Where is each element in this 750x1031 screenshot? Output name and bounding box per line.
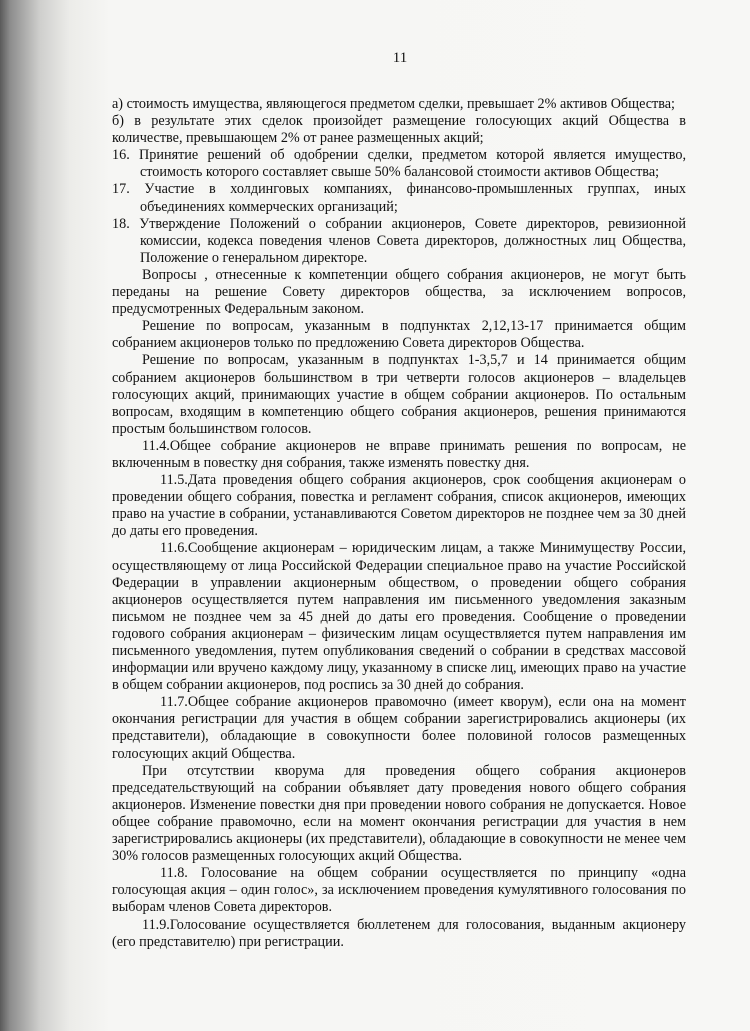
paragraph-decision-1: Решение по вопросам, указанным в подпунктах 2,12,13-17 принимается общим собранием акционеров только по предложению Совета директоров Общества.: [112, 318, 686, 352]
paragraph-11-8: 11.8. Голосование на общем собрании осуществляется по принципу «одна голосующая акция – один голос», за исключением проведения кумулятивного голосования по выборам членов Совета директоров.: [112, 865, 686, 916]
page-number: 11: [392, 50, 408, 66]
list-item-a: а) стоимость имущества, являющегося предметом сделки, превышает 2% активов Общества;: [112, 96, 675, 112]
list-item-b: б) в результате этих сделок произойдет размещение голосующих акций Общества в количестве, превышающем 2% от ранее размещенных акций;: [112, 113, 686, 147]
paragraph-11-7: 11.7.Общее собрание акционеров правомочно (имеет кворум), если она на момент окончания регистрации для участия в общем собрании зарегистрировались акционеры (их представители), обладающие в совокупности более половиной голосов размещенных голосующих акций Общества.: [112, 694, 686, 762]
paragraph-questions: Вопросы , отнесенные к компетенции общего собрания акционеров, не могут быть переданы на решение Совету директоров общества, за исключением вопросов, предусмотренных Федеральным законом.: [112, 266, 686, 318]
paragraph-quorum: При отсутствии кворума для проведения общего собрания акционеров председательствующий на собрании объявляет дату проведения нового общего собрания акционеров. Изменение повестки дня при проведении нового собрания не допускается. Новое общее собрание правомочно, если на момент окончания регистрации для участия в нем зарегистрировались акционеры (их представители), обладающие в совокупности не менее чем 30% голосов размещенных голосующих акций Общества.: [112, 762, 686, 865]
paragraph-11-9: 11.9.Голосование осуществляется бюллетенем для голосования, выданным акционеру (его представителю) при регистрации.: [112, 916, 686, 950]
list-item-16: 16. Принятие решений об одобрении сделки, предметом которой является имущество, стоимость которого составляет свыше 50% балансовой стоимости активов Общества;: [112, 147, 686, 181]
paragraph-11-6: 11.6.Сообщение акционерам – юридическим лицам, а также Минимуществу России, осуществляющему от лица Российской Федерации специальное право на участие Российской Федерации в управлении акционерным обществом, о проведении общего собрания акционеров осуществляется путем направления им письменного уведомления заказным письмом не позднее чем за 45 дней до даты его проведения. Сообщение о проведении годового собрания акционерам – физическим лицам осуществляется путем направления им письменного уведомления, путем опубликования сведений о собрании в средствах массовой информации или вручено каждому лицу, указанному в списке лиц, имеющих право на участие в общем собрании акционеров, под роспись за 30 дней до собрания.: [112, 540, 686, 694]
list-item-17: 17. Участие в холдинговых компаниях, финансово-промышленных группах, иных объединениях коммерческих организаций;: [112, 181, 686, 215]
paragraph-11-5: 11.5.Дата проведения общего собрания акционеров, срок сообщения акционерам о проведении общего собрания, повестка и регламент собрания, список акционеров, имеющих право на участие в собрании, устанавливаются Советом директоров не позднее чем за 30 дней до даты его проведения.: [112, 472, 686, 540]
document-body: [112, 96, 686, 951]
list-item-18: 18. Утверждение Положений о собрании акционеров, Совете директоров, ревизионной комиссии, кодекса поведения членов Совета директоров, должностных лиц Общества, Положение о генеральном директоре.: [112, 215, 686, 266]
paragraph-decision-2: Решение по вопросам, указанным в подпунктах 1-3,5,7 и 14 принимается общим собранием акционеров большинством в три четверти голосов акционеров – владельцев голосующих акций, принимающих участие в общем собрании акционеров. По остальным вопросам, входящим в компетенцию общего собрания акционеров, решения принимаются простым большинством голосов.: [112, 352, 686, 437]
paragraph-11-4: 11.4.Общее собрание акционеров не вправе принимать решения по вопросам, не включенным в повестку дня собрания, также изменять повестку дня.: [112, 437, 686, 471]
